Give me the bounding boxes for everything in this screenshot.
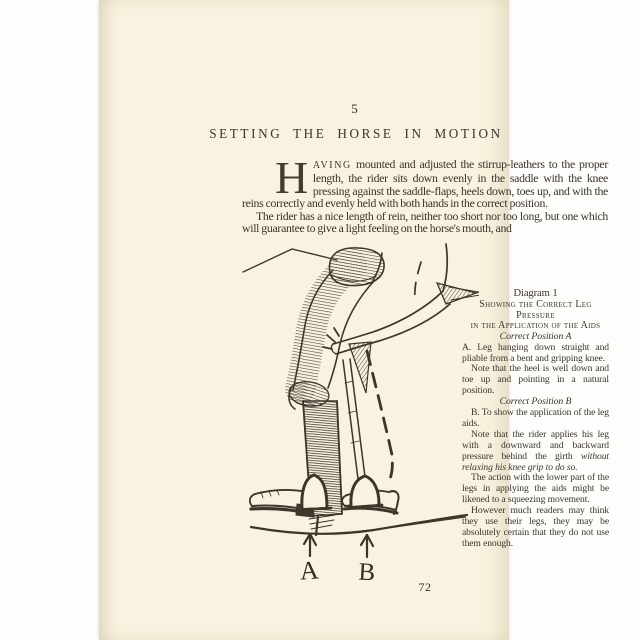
chapter-title: SETTING THE HORSE IN MOTION [209, 126, 503, 141]
diagram-illustration [199, 243, 479, 593]
position-a-heading: Correct Position A [499, 330, 572, 342]
position-b-para1: B. To show the application of the leg aids. [462, 407, 609, 429]
stirrup-b [348, 476, 382, 508]
diagram-caption [462, 289, 609, 550]
position-a-para1: A. Leg hanging down straight and pliable from a bent and gripping knee. [462, 341, 609, 364]
lead-small-caps: AVING [312, 160, 352, 171]
body-paragraph: The rider has a nice length of rein, neither too short nor too long, but one which will guarantee to give a light feeling on the horse's mouth, and [242, 208, 608, 236]
opening-paragraph-text: mounted and adjusted the stirrup-leathers to the proper length, the rider sits down evenly in the saddle with the knee pressing against the saddle-flaps, heels down, toes up, and with the reins correctly and evenly held with both hands in the correct position. [242, 157, 608, 211]
position-a-para2: Note that the heel is well down and toe up and pointing in a natural position. [462, 363, 609, 397]
page-scan [99, 0, 609, 640]
opening-paragraph [242, 152, 608, 211]
elbow-tuft [437, 283, 476, 304]
caption-subheading-line1: Showing the Correct Leg Pressure [479, 298, 592, 321]
chapter-number: 5 [351, 101, 359, 116]
position-b-para2-regular: Note that the rider applies his leg with a downward and backward pressure behind the girth [462, 428, 609, 462]
position-b-para2-italic: without relaxing his knee grip to do so. [462, 450, 609, 473]
position-b-heading: Correct Position B [499, 396, 572, 408]
body-text [242, 152, 608, 236]
page-number: 72 [418, 580, 432, 594]
position-b-para4: However much readers may think they use their legs, they may be absolutely certain that they do not use them enough. [462, 505, 609, 549]
position-b-para3: The action with the lower part of the legs in applying the aids might be likened to a squeezing movement. [462, 472, 609, 506]
lower-leg-position-b-dashed [367, 351, 392, 481]
caption-heading: Diagram 1 [513, 288, 558, 299]
arrow-b-icon [361, 535, 373, 557]
rein-line [243, 249, 337, 272]
thigh-position-a [288, 265, 375, 409]
belly-line [251, 515, 467, 535]
arrow-a-icon [304, 534, 316, 556]
caption-subheading-line2: in the Application of the Aids [470, 320, 601, 332]
label-b: B [357, 558, 376, 587]
position-b-para2 [462, 430, 609, 474]
stirrup-leather-b [343, 342, 371, 479]
drop-cap: H [275, 152, 308, 203]
label-a: A [298, 555, 320, 586]
